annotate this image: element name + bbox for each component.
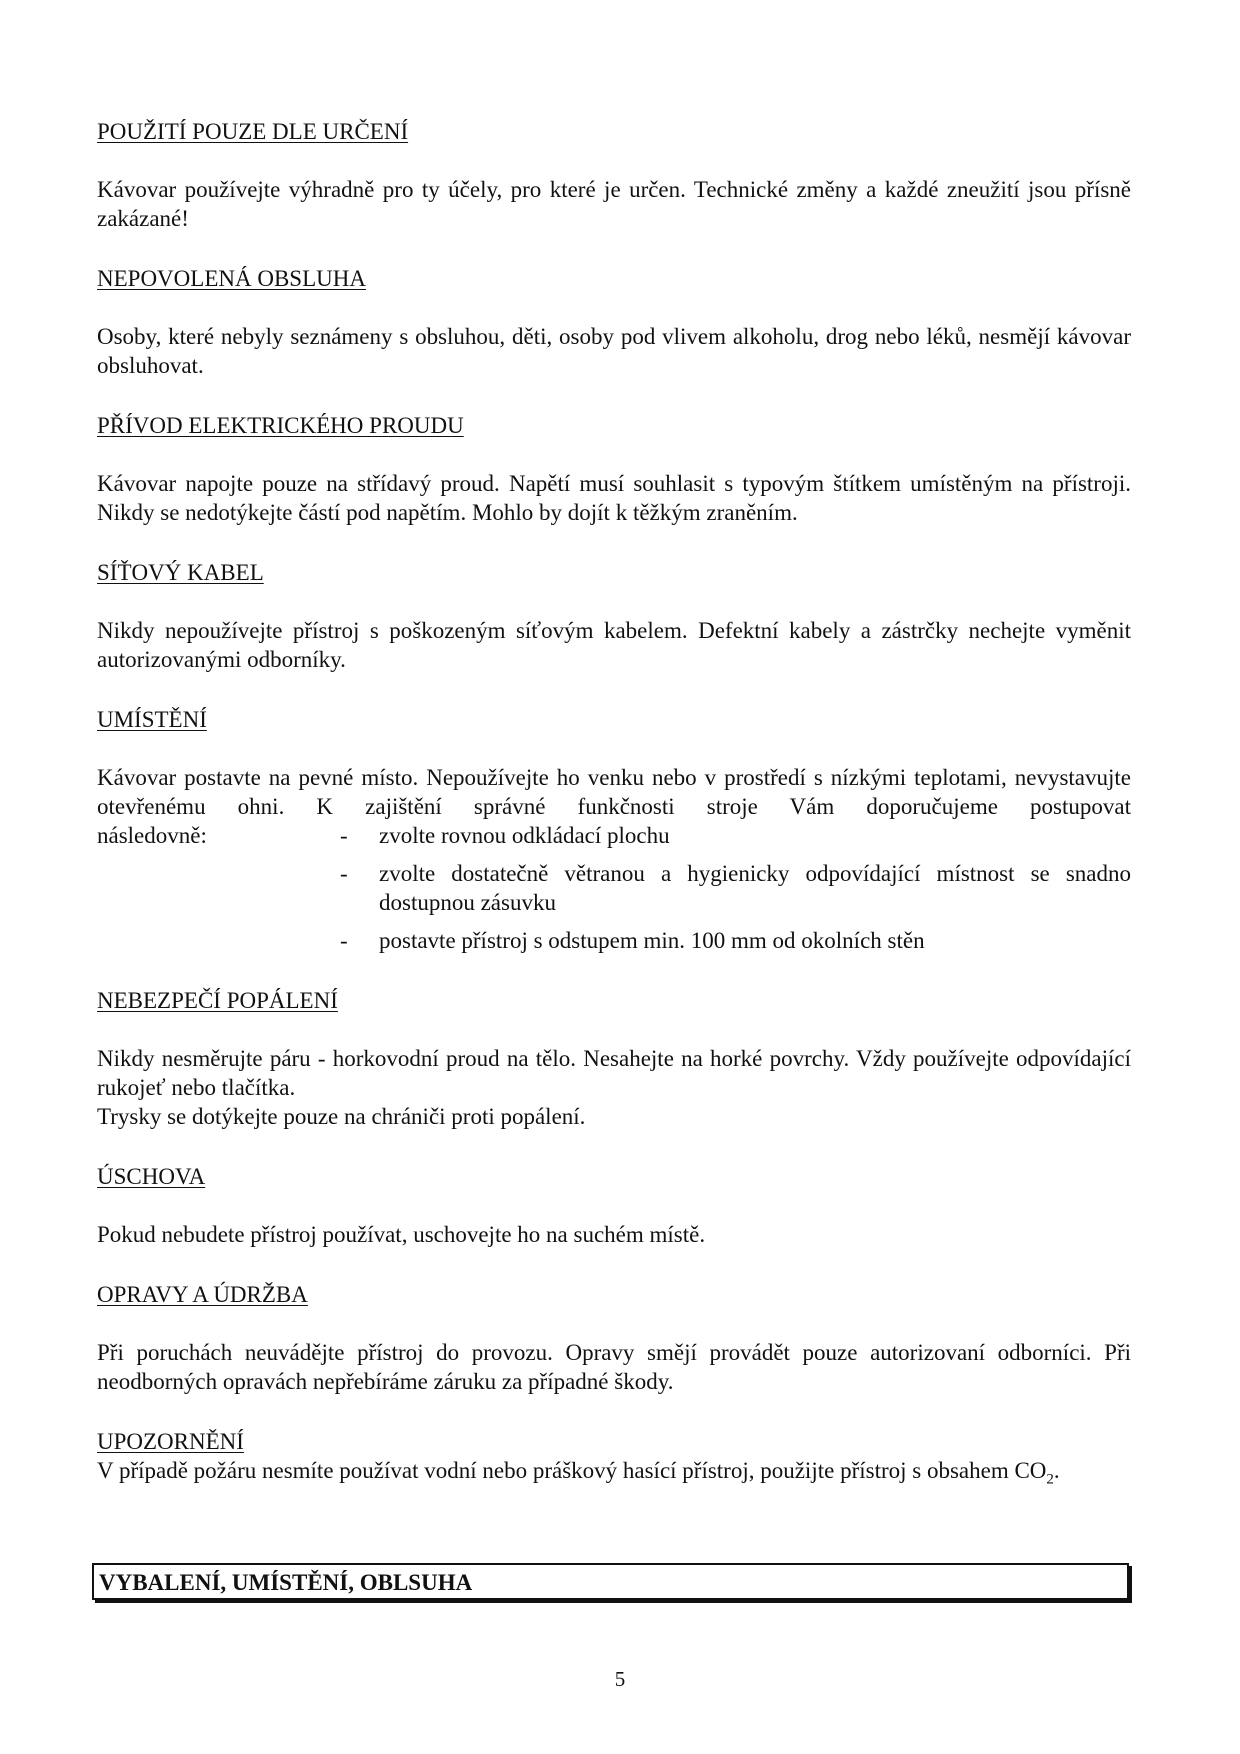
- section-heading-unauthorized: NEPOVOLENÁ OBSLUHA: [97, 266, 366, 291]
- bullet-dash: -: [340, 861, 348, 886]
- co2-end: .: [1053, 1458, 1060, 1483]
- section-heading-burn: NEBEZPEČÍ POPÁLENÍ: [97, 988, 338, 1013]
- section-text-burn-2: Trysky se dotýkejte pouze na chrániči proti popálení.: [97, 1104, 586, 1129]
- section-text-burn: Nikdy nesměrujte páru - horkovodní proud na tělo. Nesahejte na horké povrchy. Vždy používejte odpovídající rukojeť nebo tlačítka.: [97, 1046, 1131, 1100]
- section-text-warning: [97, 1456, 1131, 1488]
- placement-bullet-2: [97, 859, 1131, 917]
- section-heading-power: PŘÍVOD ELEKTRICKÉHO PROUDU: [97, 413, 464, 438]
- section-heading-placement: UMÍSTĚNÍ: [97, 707, 207, 732]
- bullet-text: zvolte rovnou odkládací plochu: [379, 823, 670, 848]
- page-number: 5: [614, 1667, 626, 1691]
- section-text-power: Kávovar napojte pouze na střídavý proud. Napětí musí souhlasit s typovým štítkem umístěným na přístroji. Nikdy se nedotýkejte částí pod napětím. Mohlo by dojít k těžkým zraněním.: [97, 471, 1131, 525]
- placement-bullet-1: [97, 821, 1131, 850]
- section-text-cable: Nikdy nepoužívejte přístroj s poškozeným síťovým kabelem. Defektní kabely a zástrčky nechejte vyměnit autorizovanými odborníky.: [97, 618, 1131, 672]
- section-heading-warning: UPOZORNĚNÍ: [97, 1429, 244, 1454]
- bullet-text: zvolte dostatečně větranou a hygienicky odpovídající místnost se snadno dostupnou zásuvku: [379, 861, 1131, 915]
- section-heading-usage: POUŽITÍ POUZE DLE URČENÍ: [97, 119, 409, 144]
- placement-bullet-list: [97, 859, 1131, 955]
- placement-intro: Kávovar postavte na pevné místo. Nepoužívejte ho venku nebo v prostředí s nízkými teplotami, nevystavujte otevřenému ohni. K zajištění správné funkčnosti stroje Vám doporučujeme postupovat: [97, 765, 1131, 819]
- chapter-title-box: [92, 1563, 1129, 1600]
- placement-lead: následovně:: [97, 823, 207, 848]
- chapter-title: VYBALENÍ, UMÍSTĚNÍ, OBLSUHA: [99, 1570, 473, 1595]
- section-heading-repair: OPRAVY A ÚDRŽBA: [97, 1282, 308, 1307]
- section-text-unauthorized: Osoby, které nebyly seznámeny s obsluhou, děti, osoby pod vlivem alkoholu, drog nebo léků, nesmějí kávovar obsluhovat.: [97, 324, 1131, 378]
- bullet-dash: -: [340, 928, 348, 953]
- section-heading-storage: ÚSCHOVA: [97, 1164, 206, 1189]
- bullet-dash: -: [340, 823, 348, 848]
- bullet-text: postavte přístroj s odstupem min. 100 mm od okolních stěn: [379, 928, 925, 953]
- section-text-storage: Pokud nebudete přístroj používat, uschovejte ho na suchém místě.: [97, 1222, 706, 1247]
- warning-text: V případě požáru nesmíte používat vodní nebo práškový hasící přístroj, použijte přístroj s obsahem: [97, 1458, 1009, 1483]
- placement-bullet-3: [97, 926, 1131, 955]
- section-heading-cable: SÍŤOVÝ KABEL: [97, 560, 264, 585]
- page-content: [97, 118, 1131, 1488]
- section-text-repair: Při poruchách neuvádějte přístroj do provozu. Opravy smějí provádět pouze autorizovaní odborníci. Při neodborných opravách nepřebíráme záruku za případné škody.: [97, 1340, 1131, 1394]
- co2-base: CO: [1014, 1458, 1047, 1483]
- placement-block: [97, 763, 1131, 955]
- section-text-usage: Kávovar používejte výhradně pro ty účely, pro které je určen. Technické změny a každé zneužití jsou přísně zakázané!: [97, 177, 1131, 231]
- co2-subscript: 2: [1046, 1471, 1054, 1488]
